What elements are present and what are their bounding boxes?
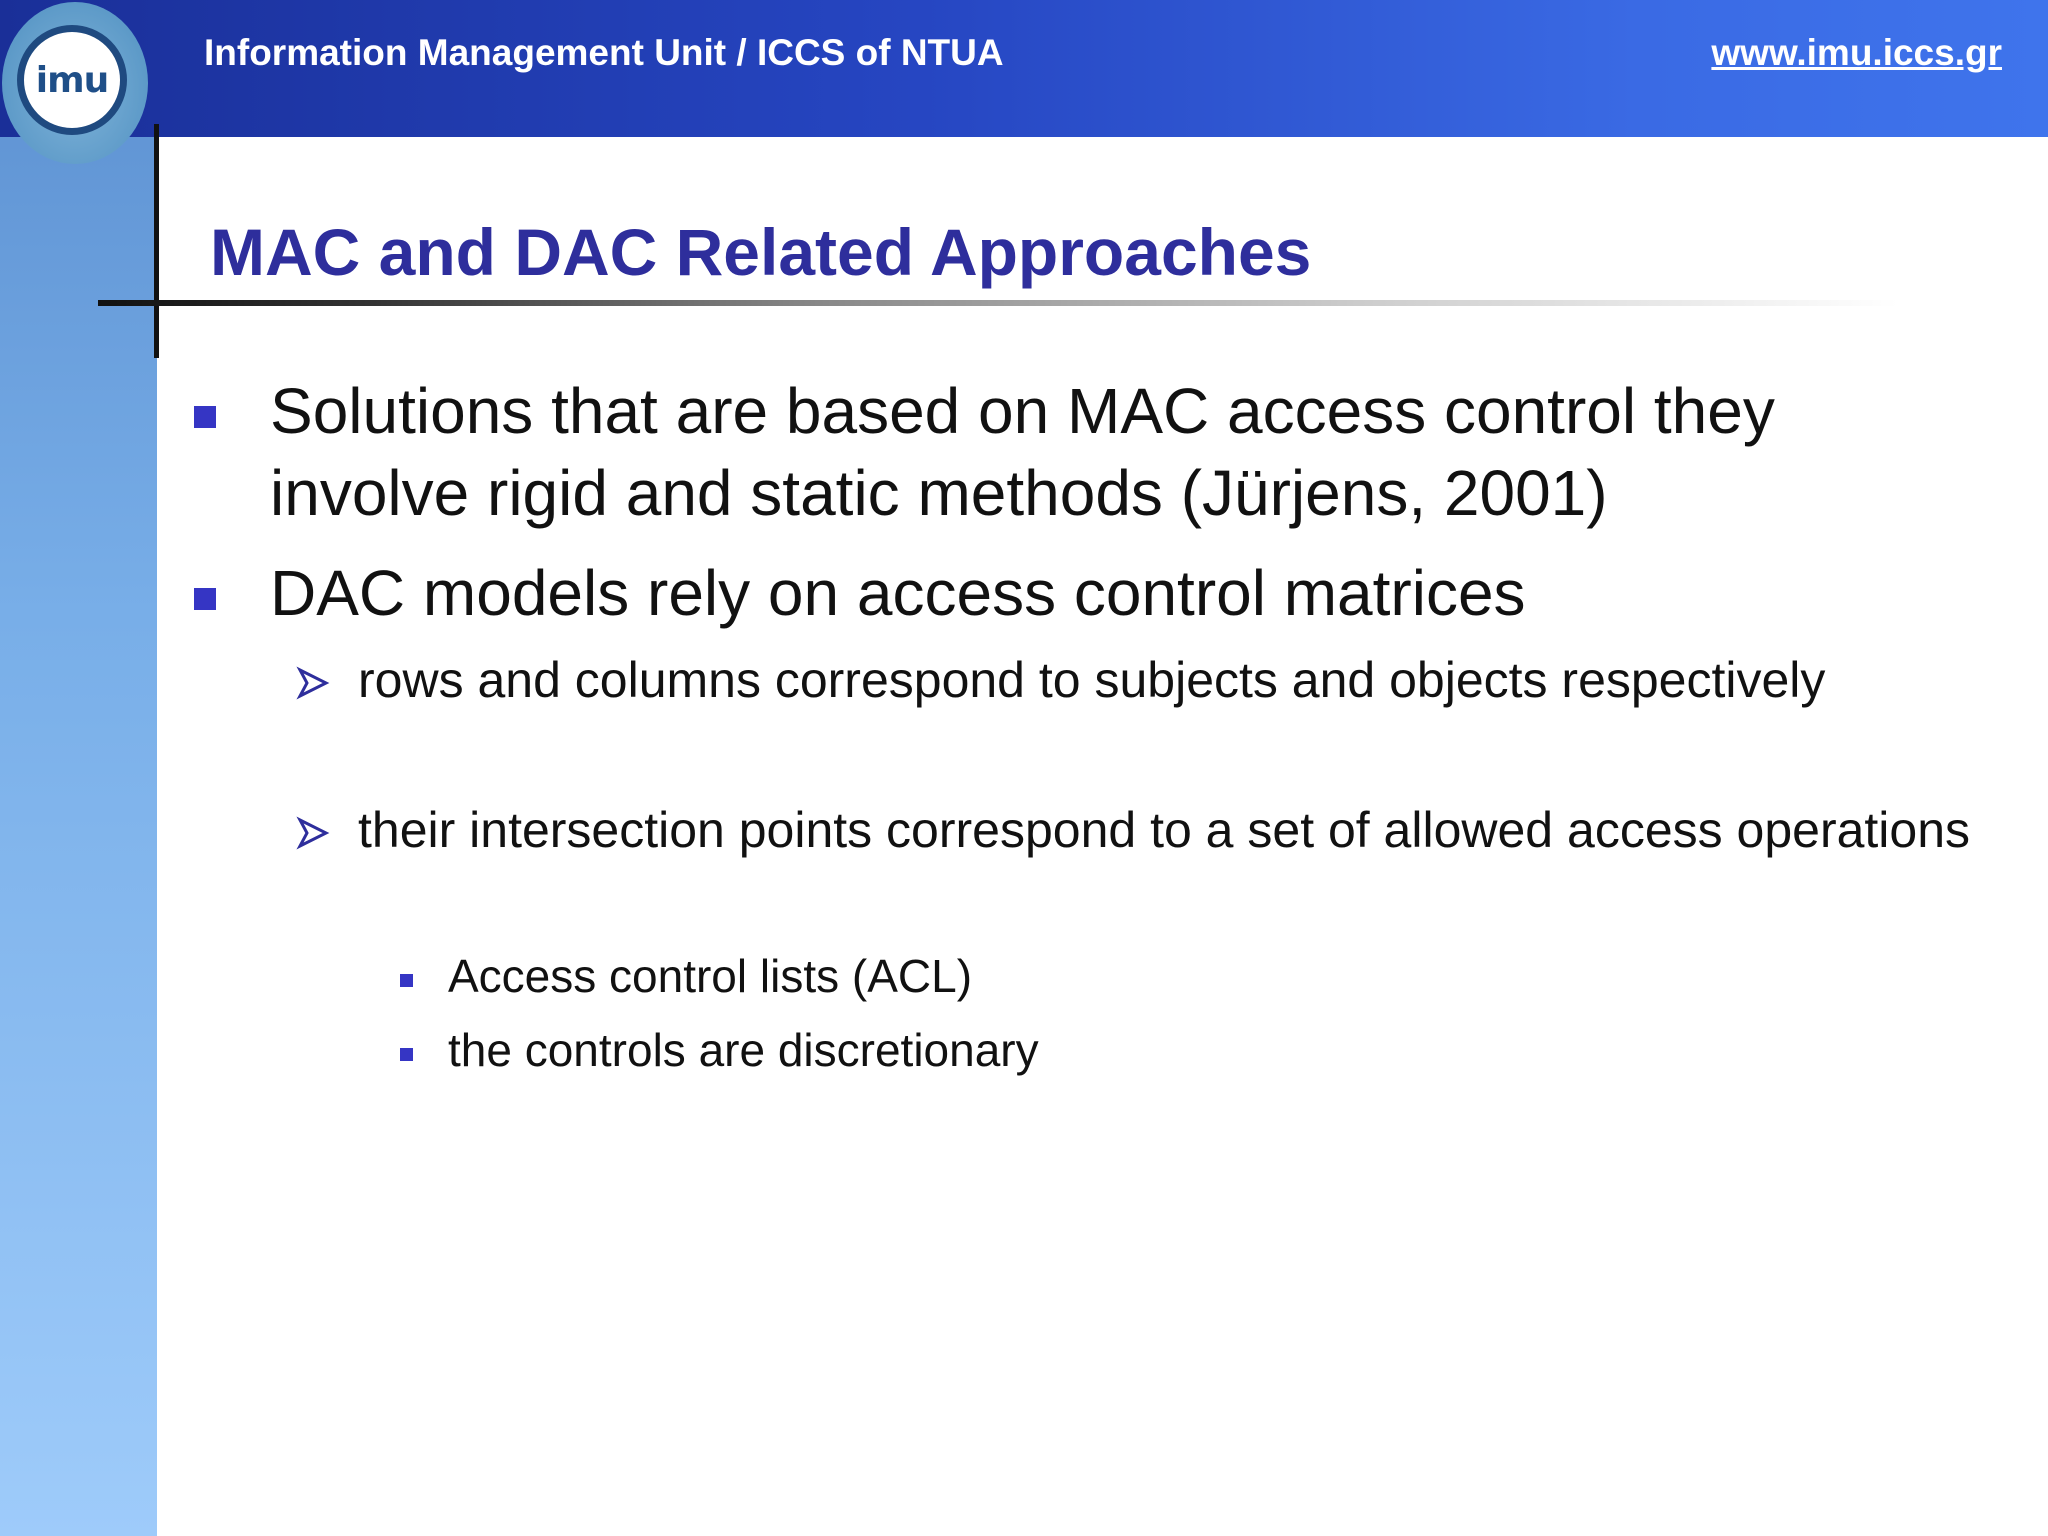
bullet-level1-dac: DAC models rely on access control matrices — [270, 552, 1990, 634]
bullet-level2-intersection — [358, 796, 1988, 864]
header-organization: Information Management Unit / ICCS of NTUA — [204, 32, 1004, 73]
left-side-band — [0, 0, 157, 1536]
arrow-bullet-icon — [296, 816, 330, 850]
bullet-level1-mac: Solutions that are based on MAC access control they involve rigid and static methods (Jürjens, 2001) — [270, 370, 1990, 534]
arrow-bullet-icon — [296, 666, 330, 700]
bullet-level3-discretionary: the controls are discretionary — [448, 1020, 1988, 1080]
bullet-level2-rows-columns-text: rows and columns correspond to subjects and objects respectively — [358, 652, 1826, 708]
imu-logo-badge — [17, 25, 127, 135]
header-url-link[interactable]: www.imu.iccs.gr — [1711, 32, 2002, 73]
title-horizontal-rule — [98, 300, 1898, 306]
imu-logo-text: imu — [35, 59, 109, 101]
bullet-level3-acl: Access control lists (ACL) — [448, 946, 1988, 1006]
bullet-level2-intersection-text: their intersection points correspond to a set of allowed access operations — [358, 802, 1971, 858]
bullet-level2-rows-columns — [358, 646, 1988, 714]
imu-logo — [2, 2, 148, 164]
slide-title: MAC and DAC Related Approaches — [210, 215, 1312, 289]
title-vertical-rule — [154, 124, 159, 358]
